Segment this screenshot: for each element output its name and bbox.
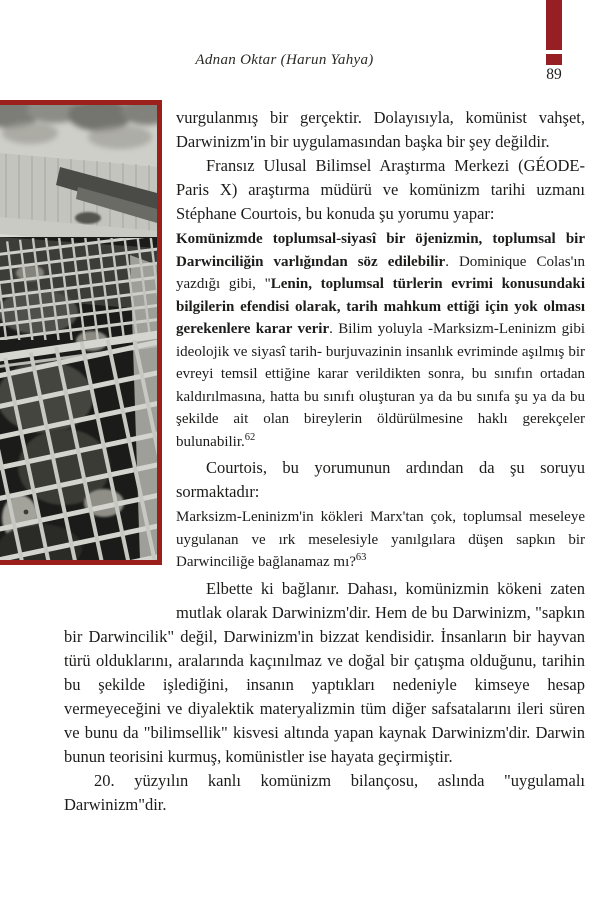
quote-segment: Marksizm-Leninizm'in kökleri Marx'tan çok, toplumsal meseleye uygulanan ve ırk meselesiyle yanılgılara düşen sapkın bir Darwinciliğe bağlanamaz mı? — [176, 509, 585, 570]
quote-segment: . Dominique Colas'ın yazdığı gibi, " — [176, 253, 585, 292]
paragraph-courtois-intro: Fransız Ulusal Bilimsel Araştırma Merkezi (GÉODE-Paris X) araştırma müdürü ve komünizm tarihi uzmanı Stéphane Courtois, bu konuda şu yorumu yapar: — [176, 156, 585, 223]
paragraph-courtois-question: Courtois, bu yorumunun ardından da şu soruyu sormaktadır: — [176, 458, 585, 501]
quote-segment: Lenin, toplumsal türlerin evrimi konusundaki bilgilerin efendisi olarak, tarih mahkum ettiği için yok olması gerekenlere karar verir — [176, 276, 585, 337]
paragraph-intro: vurgulanmış bir gerçektir. Dolayısıyla, komünist vahşet, Darwinizm'in bir uygulamasından başka bir şey değildir. — [176, 108, 585, 151]
footnote-ref: 63 — [355, 552, 367, 563]
quote-segment: Komünizmde toplumsal-siyasî bir öjenizmin, toplumsal bir Darwinciliğin varlığından söz edilebilir — [176, 231, 585, 270]
red-square-ornament — [546, 54, 562, 65]
folio-block — [546, 0, 562, 84]
footnote-ref: 62 — [244, 431, 256, 443]
running-head: Adnan Oktar (Harun Yahya) — [195, 52, 374, 68]
page-content — [64, 100, 585, 817]
red-bar-ornament — [546, 0, 562, 50]
page-number: 89 — [546, 66, 562, 83]
quote-segment: . Bilim yoluyla -Marksizm-Leninizm gibi ideolojik ve siyasî tarih- burjuvazinin insanlık evriminde aşılmış bir evreyi temsil ettiğine karar verildikten sonra, bu sınıfın ortadan kaldırılmasına, hatta bu sınıfı oluşturan ya da bu sınıfa şu ya da bu şekilde ait olan bireylerin öldürülmesine haklı gerekçeler bulunabilir. — [176, 321, 585, 450]
paragraph-conclusion: Elbette ki bağlanır. Dahası, komünizmin kökeni zaten mutlak olarak Darwinizm'dir. Hem de bu Darwinizm, "sapkın bir Darwincilik" değil, Darwinizm'in bizzat kendisidir. İnsanların bir hayvan türü olduklarını, aralarında kaçınılmaz ve doğal bir çatışma olduğunu, tarihin bu şekilde işlediğini, insanın yaptıkları nedeniyle kimseye hesap vermeyeceğini ve diyalektik materyalizmin tüm diğer safsatalarını ileri süren ve bunu da "bilimsellik" kisvesi altında yapan kaynak Darwinizm'dir. Darwin bunun teorisini kurmuş, komünistler ise hayata geçirmiştir. — [64, 578, 585, 766]
paragraph-closing: 20. yüzyılın kanlı komünizm bilançosu, aslında "uygulamalı Darwinizm"dir. — [64, 770, 585, 814]
page-header — [0, 0, 609, 100]
gulag-grid-photo — [0, 100, 162, 565]
photo-illustration — [0, 105, 157, 560]
